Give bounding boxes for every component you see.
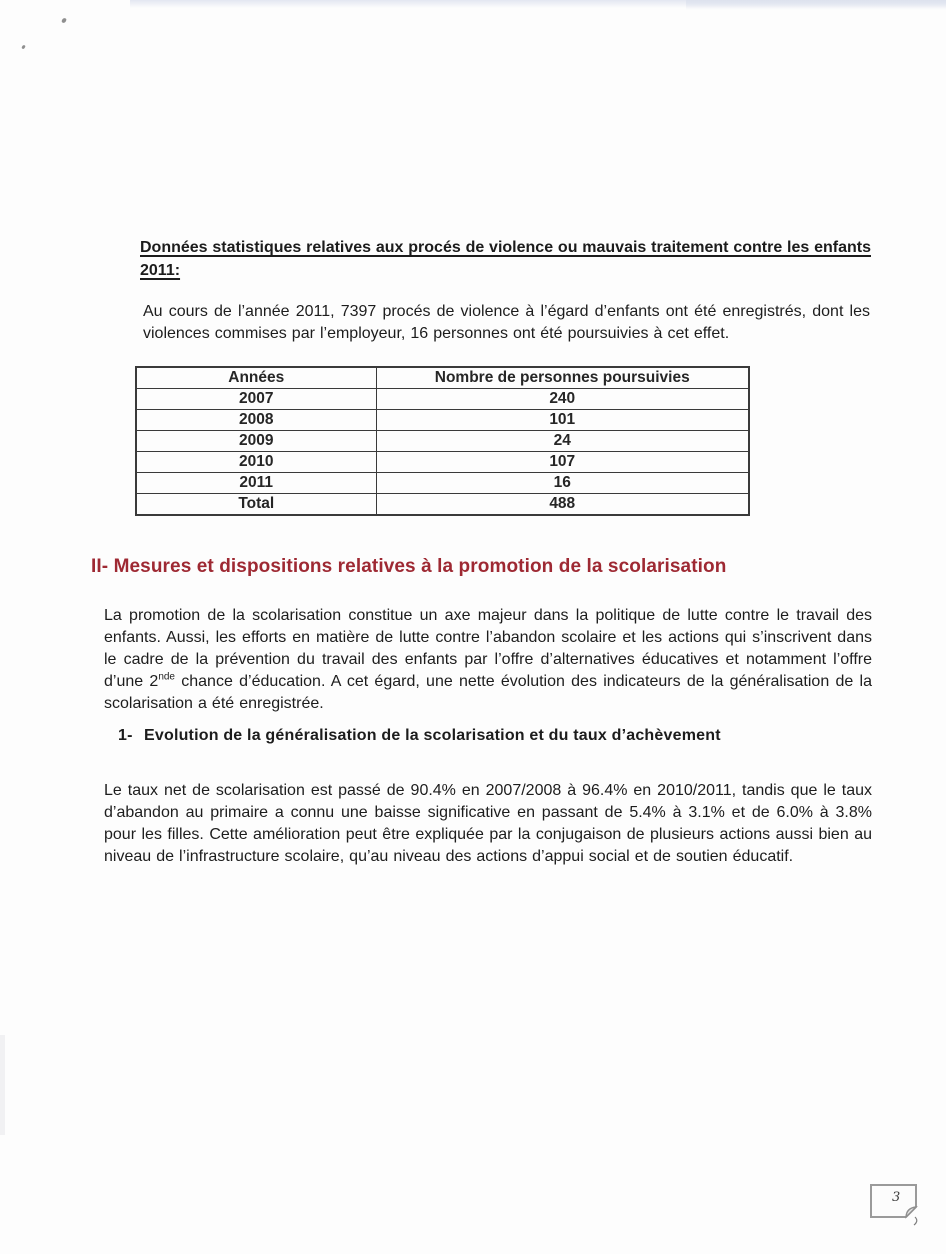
table-row (136, 494, 749, 516)
table-header-row (136, 367, 749, 389)
table-cell: 107 (376, 452, 749, 473)
page-number: 3 (892, 1190, 901, 1205)
table-cell: 16 (376, 473, 749, 494)
table-header-annees: Années (136, 367, 376, 389)
intro-paragraph: Au cours de l’année 2011, 7397 procés de violence à l’égard d’enfants ont été enregistrés, dont les violences commises par l’employeur, 16 personnes ont été poursuivies à cet effet. (143, 303, 870, 342)
scan-edge-artifact-right (686, 0, 946, 10)
table-body (136, 389, 749, 516)
page-fold-tail (914, 1217, 917, 1225)
prosecutions-table (135, 366, 750, 516)
table-row (136, 431, 749, 452)
table-cell: 240 (376, 389, 749, 410)
table-row (136, 389, 749, 410)
promotion-text-part1: La promotion de la scolarisation constitue un axe majeur dans la politique de lutte contre le travail des enfants. Aussi, les efforts en matière de lutte contre l’abandon scolaire et les actions qui s’inscrivent dans le cadre de la prévention du travail des enfants par l’offre d’alternatives éducatives et notamment l’offre d’une 2 (104, 607, 872, 690)
promotion-text-part2: chance d’éducation. A cet égard, une nette évolution des indicateurs de la généralisation de la scolarisation a été enregistrée. (104, 673, 872, 712)
table-row (136, 473, 749, 494)
subsection-heading (118, 727, 721, 745)
scan-edge-artifact-left (0, 1035, 5, 1135)
page-corner-icon (868, 1182, 924, 1230)
table-cell: 2009 (136, 431, 376, 452)
table-cell: 2007 (136, 389, 376, 410)
table-row (136, 410, 749, 431)
table-cell: 2010 (136, 452, 376, 473)
subsection-number: 1- (118, 727, 133, 744)
table-cell: 2008 (136, 410, 376, 431)
table-cell: 488 (376, 494, 749, 516)
table-row (136, 452, 749, 473)
section-heading: II- Mesures et dispositions relatives à la promotion de la scolarisation (91, 556, 727, 577)
scan-speck (61, 17, 67, 23)
stats-heading: Données statistiques relatives aux procés de violence ou mauvais traitement contre les enfants 2011: (140, 239, 871, 279)
table-cell: 2011 (136, 473, 376, 494)
taux-paragraph: Le taux net de scolarisation est passé de 90.4% en 2007/2008 à 96.4% en 2010/2011, tandis que le taux d’abandon au primaire a connu une baisse significative en passant de 5.4% à 3.1% et de 6.0% à 3.8% pour les filles. Cette amélioration peut être expliquée par la conjugaison de plusieurs actions aussi bien au niveau de l’infrastructure scolaire, qu’au niveau des actions d’appui social et de soutien éducatif. (104, 782, 872, 865)
scan-speck (21, 45, 25, 50)
subsection-title: Evolution de la généralisation de la scolarisation et du taux d’achèvement (144, 727, 721, 744)
table-cell: 101 (376, 410, 749, 431)
folded-page-icon (868, 1182, 924, 1230)
ordinal-superscript: nde (158, 671, 175, 683)
table-cell: 24 (376, 431, 749, 452)
table-cell: Total (136, 494, 376, 516)
table-header-nombre: Nombre de personnes poursuivies (376, 367, 749, 389)
promotion-paragraph (104, 605, 872, 715)
